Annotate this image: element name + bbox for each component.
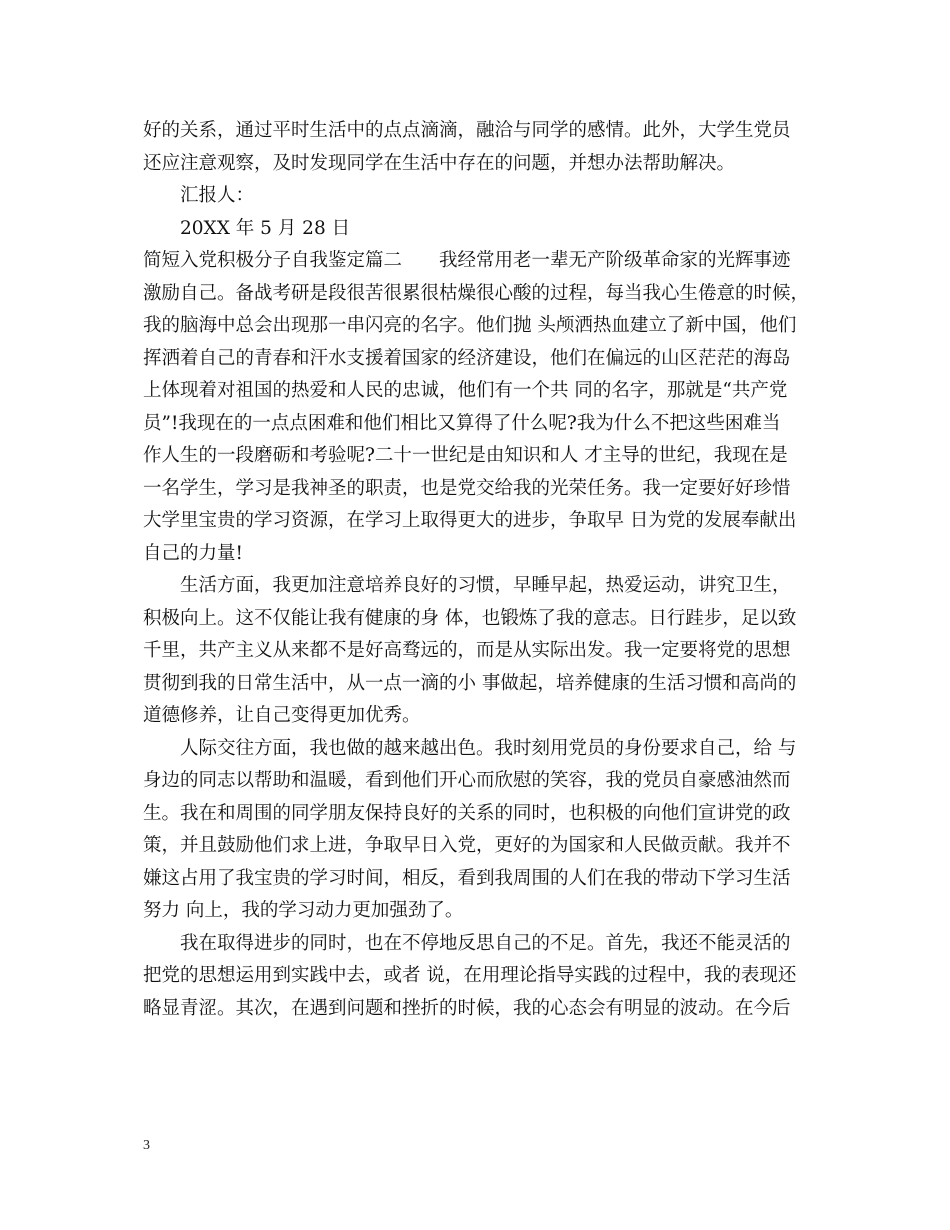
- document-body: [143, 115, 813, 1025]
- text-line: 大学里宝贵的学习资源，在学习上取得更大的进步，争取早 日为党的发展奉献出: [143, 510, 797, 531]
- text-line: 生活方面，我更加注意培养良好的习惯，早睡早起，热爱运动，讲究卫生，: [180, 575, 791, 596]
- text-line: 道德修养，让自己变得更加优秀。: [143, 705, 421, 726]
- text-line: 上体现着对祖国的热爱和人民的忠诚，他们有一个共 同的名字，那就是“共产党: [143, 380, 788, 401]
- text-line: 简短入党积极分子自我鉴定篇二 我经常用老一辈无产阶级革命家的光辉事迹: [143, 250, 791, 271]
- text-line: 挥洒着自己的青春和汗水支援着国家的经济建设，他们在偏远的山区茫茫的海岛: [143, 347, 791, 369]
- text-line: 20XX 年 5 月 28 日: [180, 217, 351, 239]
- text-line: 一名学生，学习是我神圣的职责，也是党交给我的光荣任务。我一定要好好珍惜: [143, 477, 791, 499]
- text-line: 激励自己。备战考研是段很苦很累很枯燥很心酸的过程，每当我心生倦意的时候，: [143, 282, 810, 304]
- text-line: 身边的同志以帮助和温暖，看到他们开心而欣慰的笑容，我的党员自豪感油然而: [143, 770, 791, 791]
- text-line: 人际交往方面，我也做的越来越出色。我时刻用党员的身份要求自己，给 与: [180, 737, 797, 759]
- text-line: 还应注意观察，及时发现同学在生活中存在的问题，并想办法帮助解决。: [143, 152, 736, 174]
- text-line: 好的关系，通过平时生活中的点点滴滴，融洽与同学的感情。此外，大学生党员: [143, 120, 791, 141]
- text-line: 嫌这占用了我宝贵的学习时间，相反，看到我周围的人们在我的带动下学习生活: [143, 867, 791, 889]
- text-line: 汇报人：: [180, 185, 255, 206]
- text-line: 员”!我现在的一点点困难和他们相比又算得了什么呢?我为什么不把这些困难当: [143, 412, 781, 434]
- text-line: 自己的力量!: [143, 542, 243, 564]
- text-line: 作人生的一段磨砺和考验呢?二十一世纪是由知识和人 才主导的世纪，我现在是: [143, 445, 788, 466]
- text-line: 贯彻到我的日常生活中，从一点一滴的小 事做起，培养健康的生活习惯和高尚的: [143, 672, 797, 694]
- text-line: 我在取得进步的同时，也在不停地反思自己的不足。首先，我还不能灵活的: [180, 932, 791, 954]
- text-line: 略显青涩。其次，在遇到问题和挫折的时候，我的心态会有明显的波动。在今后: [143, 997, 791, 1019]
- text-line: 策，并且鼓励他们求上进，争取早日入党，更好的为国家和人民做贡献。我并不: [143, 835, 791, 856]
- text-line: 生。我在和周围的同学朋友保持良好的关系的同时，也积极的向他们宣讲党的政: [143, 802, 791, 824]
- text-line: 积极向上。这不仅能让我有健康的身 体，也锻炼了我的意志。日行跬步，足以致: [143, 607, 797, 629]
- text-line: 努力 向上，我的学习动力更加强劲了。: [143, 900, 464, 921]
- text-line: 我的脑海中总会出现那一串闪亮的名字。他们抛 头颅洒热血建立了新中国，他们: [143, 315, 797, 336]
- text-line: 千里，共产主义从来都不是好高骛远的，而是从实际出发。我一定要将党的思想: [143, 640, 791, 661]
- page-number: 3: [143, 1138, 150, 1153]
- text-line: 把党的思想运用到实践中去，或者 说，在用理论指导实践的过程中，我的表现还: [143, 965, 797, 986]
